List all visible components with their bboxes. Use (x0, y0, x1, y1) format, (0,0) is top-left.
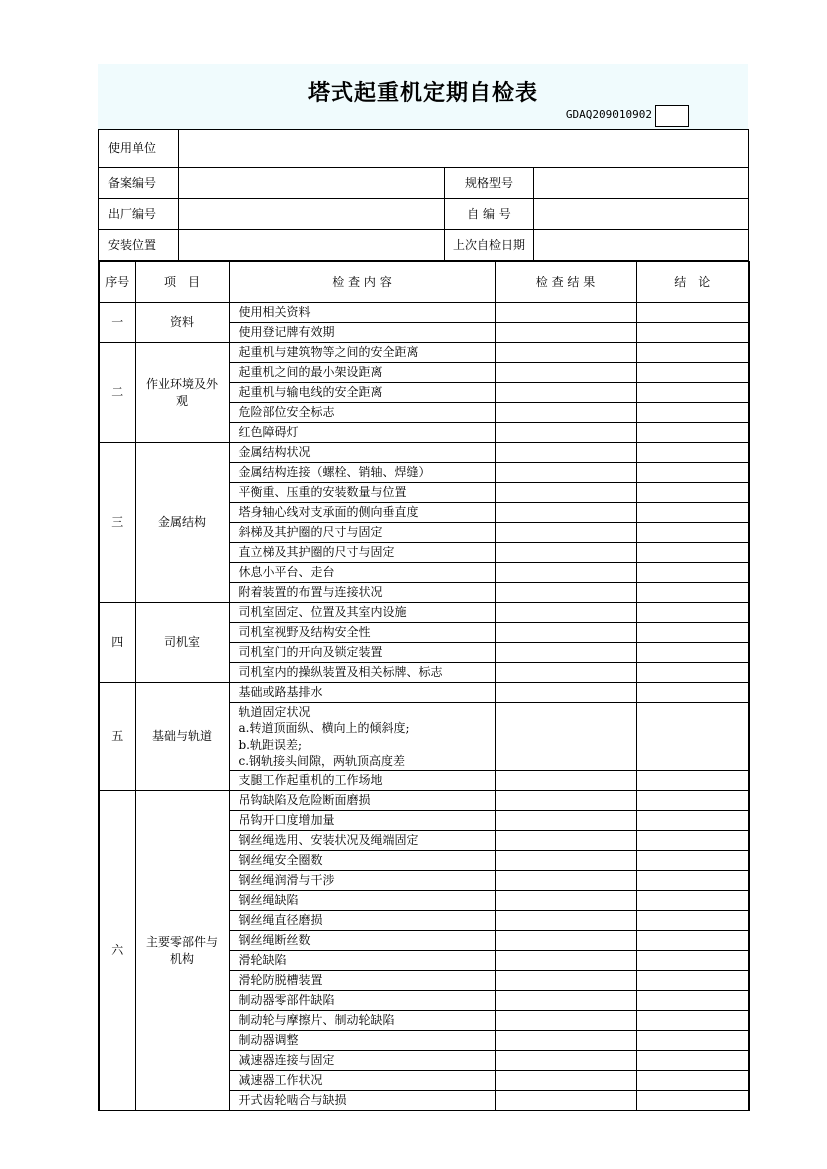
result-cell[interactable] (495, 931, 636, 951)
result-cell[interactable] (495, 851, 636, 871)
use-unit-label: 使用单位 (99, 130, 179, 168)
result-cell[interactable] (495, 303, 636, 323)
result-cell[interactable] (495, 643, 636, 663)
table-row (99, 303, 749, 323)
last-check-date-label: 上次自检日期 (445, 230, 534, 261)
check-item: 附着装置的布置与连接状况 (229, 583, 495, 603)
section-name: 基础与轨道 (135, 683, 229, 791)
check-item: 危险部位安全标志 (229, 403, 495, 423)
section-seq: 二 (99, 343, 135, 443)
conclusion-cell[interactable] (636, 523, 749, 543)
model-label: 规格型号 (445, 168, 534, 199)
check-item: 红色障碍灯 (229, 423, 495, 443)
result-cell[interactable] (495, 951, 636, 971)
self-no-field[interactable] (534, 199, 749, 230)
content-header: 检 查 内 容 (229, 262, 495, 303)
conclusion-cell[interactable] (636, 543, 749, 563)
check-item: 支腿工作起重机的工作场地 (229, 771, 495, 791)
conclusion-cell[interactable] (636, 891, 749, 911)
conclusion-cell[interactable] (636, 1091, 749, 1111)
conclusion-cell[interactable] (636, 871, 749, 891)
result-cell[interactable] (495, 483, 636, 503)
section-name: 金属结构 (135, 443, 229, 603)
header-row (99, 262, 749, 303)
table-row (99, 683, 749, 703)
check-item: 钢丝绳润滑与干涉 (229, 871, 495, 891)
check-item: 起重机与建筑物等之间的安全距离 (229, 343, 495, 363)
check-item: 轨道固定状况 a.转道顶面纵、横向上的倾斜度; b.轨距误差; c.钢轨接头间隙，两轨顶高度差 (229, 703, 495, 771)
check-table (98, 261, 750, 1111)
conclusion-cell[interactable] (636, 623, 749, 643)
check-item: 直立梯及其护圈的尺寸与固定 (229, 543, 495, 563)
check-item: 钢丝绳缺陷 (229, 891, 495, 911)
result-cell[interactable] (495, 1091, 636, 1111)
conclusion-cell[interactable] (636, 383, 749, 403)
check-item: 休息小平台、走台 (229, 563, 495, 583)
page-title: 塔式起重机定期自检表 (307, 81, 538, 106)
conclusion-header: 结 论 (636, 262, 749, 303)
result-cell[interactable] (495, 583, 636, 603)
check-item: 使用登记牌有效期 (229, 323, 495, 343)
section-seq: 五 (99, 683, 135, 791)
self-no-label: 自 编 号 (445, 199, 534, 230)
conclusion-cell[interactable] (636, 791, 749, 811)
check-item: 塔身轴心线对支承面的侧向垂直度 (229, 503, 495, 523)
conclusion-cell[interactable] (636, 463, 749, 483)
conclusion-cell[interactable] (636, 663, 749, 683)
conclusion-cell[interactable] (636, 423, 749, 443)
section-name: 主要零部件与机构 (135, 791, 229, 1111)
result-cell[interactable] (495, 543, 636, 563)
result-cell[interactable] (495, 811, 636, 831)
use-unit-field[interactable] (179, 130, 749, 168)
check-item: 开式齿轮啮合与缺损 (229, 1091, 495, 1111)
result-cell[interactable] (495, 703, 636, 771)
conclusion-cell[interactable] (636, 1051, 749, 1071)
info-table (98, 129, 749, 261)
check-item: 吊钩开口度增加量 (229, 811, 495, 831)
check-item: 起重机之间的最小架设距离 (229, 363, 495, 383)
conclusion-cell[interactable] (636, 851, 749, 871)
result-cell[interactable] (495, 871, 636, 891)
result-cell[interactable] (495, 383, 636, 403)
result-cell[interactable] (495, 1011, 636, 1031)
check-item: 吊钩缺陷及危险断面磨损 (229, 791, 495, 811)
result-cell[interactable] (495, 831, 636, 851)
conclusion-cell[interactable] (636, 343, 749, 363)
table-row (99, 791, 749, 811)
check-item: 减速器工作状况 (229, 1071, 495, 1091)
check-item: 司机室固定、位置及其室内设施 (229, 603, 495, 623)
check-item: 制动轮与摩擦片、制动轮缺陷 (229, 1011, 495, 1031)
conclusion-cell[interactable] (636, 703, 749, 771)
factory-no-label: 出厂编号 (99, 199, 179, 230)
result-cell[interactable] (495, 663, 636, 683)
conclusion-cell[interactable] (636, 603, 749, 623)
seq-header: 序号 (99, 262, 135, 303)
check-item: 司机室内的操纵装置及相关标牌、标志 (229, 663, 495, 683)
factory-no-field[interactable] (179, 199, 445, 230)
check-item: 滑轮缺陷 (229, 951, 495, 971)
result-cell[interactable] (495, 323, 636, 343)
location-field[interactable] (179, 230, 445, 261)
check-item: 滑轮防脱槽装置 (229, 971, 495, 991)
model-field[interactable] (534, 168, 749, 199)
conclusion-cell[interactable] (636, 951, 749, 971)
conclusion-cell[interactable] (636, 811, 749, 831)
record-no-label: 备案编号 (99, 168, 179, 199)
section-seq: 一 (99, 303, 135, 343)
location-label: 安装位置 (99, 230, 179, 261)
table-row (99, 443, 749, 463)
check-item: 基础或路基排水 (229, 683, 495, 703)
section-name: 司机室 (135, 603, 229, 683)
check-item: 金属结构连接（螺栓、销轴、焊缝） (229, 463, 495, 483)
conclusion-cell[interactable] (636, 971, 749, 991)
conclusion-cell[interactable] (636, 483, 749, 503)
result-cell[interactable] (495, 911, 636, 931)
result-cell[interactable] (495, 363, 636, 383)
result-cell[interactable] (495, 523, 636, 543)
result-cell[interactable] (495, 991, 636, 1011)
conclusion-cell[interactable] (636, 443, 749, 463)
result-cell[interactable] (495, 343, 636, 363)
last-check-date-field[interactable] (534, 230, 749, 261)
result-header: 检 查 结 果 (495, 262, 636, 303)
table-row (99, 603, 749, 623)
conclusion-cell[interactable] (636, 991, 749, 1011)
conclusion-cell[interactable] (636, 1031, 749, 1051)
check-item: 斜梯及其护圈的尺寸与固定 (229, 523, 495, 543)
conclusion-cell[interactable] (636, 683, 749, 703)
conclusion-cell[interactable] (636, 911, 749, 931)
item-header: 项 目 (135, 262, 229, 303)
section-seq: 六 (99, 791, 135, 1111)
result-cell[interactable] (495, 503, 636, 523)
result-cell[interactable] (495, 563, 636, 583)
section-seq: 四 (99, 603, 135, 683)
check-item: 钢丝绳直径磨损 (229, 911, 495, 931)
result-cell[interactable] (495, 683, 636, 703)
check-item: 减速器连接与固定 (229, 1051, 495, 1071)
check-item: 起重机与输电线的安全距离 (229, 383, 495, 403)
result-cell[interactable] (495, 1031, 636, 1051)
check-item: 制动器调整 (229, 1031, 495, 1051)
check-item: 司机室门的开向及锁定装置 (229, 643, 495, 663)
result-cell[interactable] (495, 791, 636, 811)
result-cell[interactable] (495, 891, 636, 911)
result-cell[interactable] (495, 623, 636, 643)
check-item: 钢丝绳断丝数 (229, 931, 495, 951)
result-cell[interactable] (495, 1051, 636, 1071)
check-item: 钢丝绳选用、安装状况及绳端固定 (229, 831, 495, 851)
check-item: 钢丝绳安全圈数 (229, 851, 495, 871)
conclusion-cell[interactable] (636, 403, 749, 423)
result-cell[interactable] (495, 1071, 636, 1091)
section-seq: 三 (99, 443, 135, 603)
section-name: 作业环境及外观 (135, 343, 229, 443)
conclusion-cell[interactable] (636, 643, 749, 663)
result-cell[interactable] (495, 403, 636, 423)
check-item: 司机室视野及结构安全性 (229, 623, 495, 643)
result-cell[interactable] (495, 971, 636, 991)
check-item: 使用相关资料 (229, 303, 495, 323)
conclusion-cell[interactable] (636, 831, 749, 851)
record-no-field[interactable] (179, 168, 445, 199)
result-cell[interactable] (495, 443, 636, 463)
conclusion-cell[interactable] (636, 1071, 749, 1091)
form-code-box[interactable] (655, 105, 689, 127)
conclusion-cell[interactable] (636, 931, 749, 951)
conclusion-cell[interactable] (636, 323, 749, 343)
result-cell[interactable] (495, 463, 636, 483)
form-code: GDAQ209010902 (565, 108, 652, 121)
check-item: 金属结构状况 (229, 443, 495, 463)
conclusion-cell[interactable] (636, 563, 749, 583)
conclusion-cell[interactable] (636, 303, 749, 323)
check-item: 制动器零部件缺陷 (229, 991, 495, 1011)
conclusion-cell[interactable] (636, 1011, 749, 1031)
conclusion-cell[interactable] (636, 503, 749, 523)
result-cell[interactable] (495, 771, 636, 791)
conclusion-cell[interactable] (636, 771, 749, 791)
check-item: 平衡重、压重的安装数量与位置 (229, 483, 495, 503)
conclusion-cell[interactable] (636, 583, 749, 603)
section-name: 资料 (135, 303, 229, 343)
result-cell[interactable] (495, 603, 636, 623)
table-row (99, 343, 749, 363)
conclusion-cell[interactable] (636, 363, 749, 383)
result-cell[interactable] (495, 423, 636, 443)
